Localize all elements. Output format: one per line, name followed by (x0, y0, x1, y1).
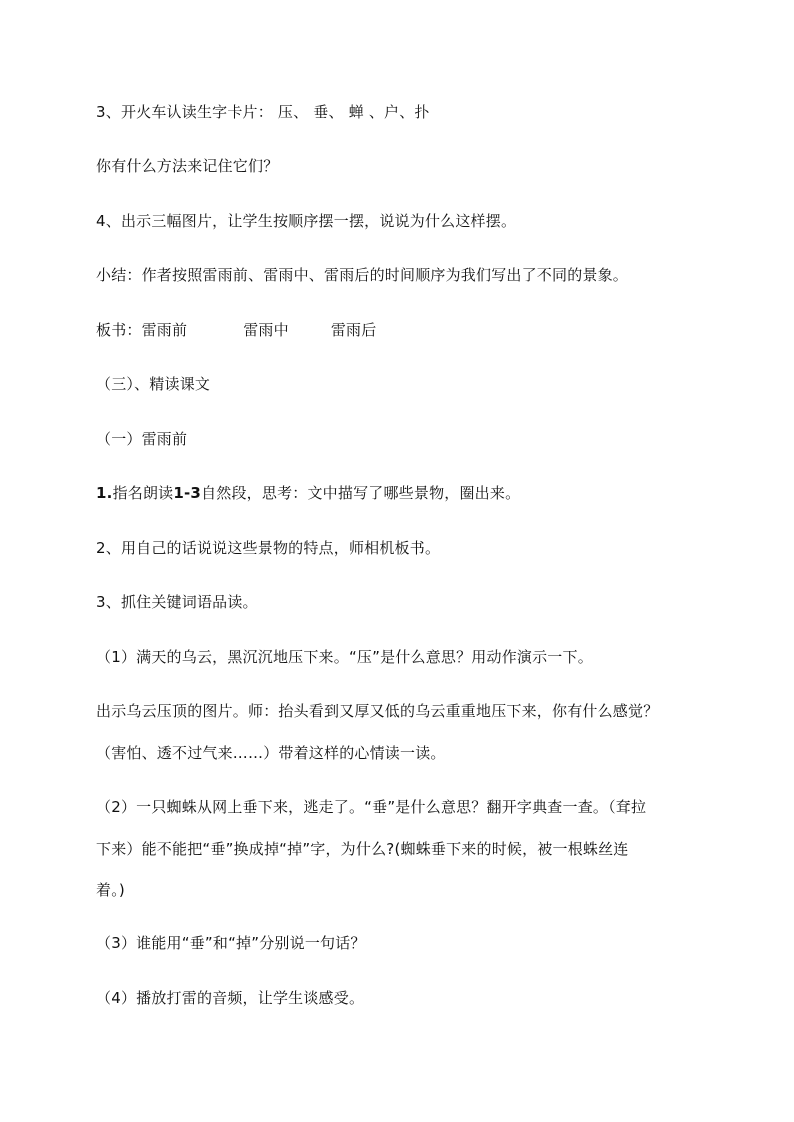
text-line-features: 2、用自己的话说说这些景物的特点，师相机板书。 (96, 539, 441, 557)
text-line-summary: 小结：作者按照雷雨前、雷雨中、雷雨后的时间顺序为我们写出了不同的景象。 (96, 266, 629, 284)
text-line-item-4: （4）播放打雷的音频，让学生谈感受。 (96, 989, 365, 1007)
text-line-feeling: （害怕、透不过气来……）带着这样的心情读一读。 (96, 744, 446, 762)
board-middle: 雷雨中 (243, 321, 289, 339)
section-heading-close-reading: （三）、精读课文 (96, 375, 211, 393)
task-text: 指名朗读 (112, 484, 174, 502)
board-writing-line (96, 320, 376, 340)
text-line-picture-task: 4、出示三幅图片，让学生按顺序摆一摆，说说为什么这样摆。 (96, 212, 517, 230)
text-line-memory-question: 你有什么方法来记住它们？ (96, 157, 279, 175)
text-line-item-2a: （2）一只蜘蛛从网上垂下来，逃走了。“垂”是什么意思？翻开字典查一查。（耷拉 (96, 798, 647, 816)
task-number: 1. (96, 484, 113, 502)
text-line-key-words: 3、抓住关键词语品读。 (96, 593, 258, 611)
subsection-heading-before-storm: （一）雷雨前 (96, 430, 188, 448)
text-line-item-2c: 着。) (96, 881, 125, 899)
text-line-card-reading: 3、开火车认读生字卡片： 压、 垂、 蝉 、户、扑 (96, 103, 430, 121)
board-last: 雷雨后 (330, 321, 377, 339)
text-line-item-1: （1）满天的乌云，黑沉沉地压下来。“压”是什么意思？用动作演示一下。 (96, 648, 593, 666)
board-prefix: 板书：雷雨前 (96, 321, 188, 339)
text-line-reading-task (96, 483, 520, 503)
text-line-item-3: （3）谁能用“垂”和“掉”分别说一句话？ (96, 934, 366, 952)
text-line-item-2b: 下来）能不能把“垂”换成掉“掉”字，为什么?(蜘蛛垂下来的时候，被一根蛛丝连 (96, 840, 629, 858)
task-range: 1-3 (173, 484, 202, 502)
task-rest: 自然段，思考：文中描写了哪些景物，圈出来。 (201, 484, 521, 502)
text-line-cloud-picture: 出示乌云压顶的图片。师：抬头看到又厚又低的乌云重重地压下来，你有什么感觉？ (96, 702, 659, 720)
